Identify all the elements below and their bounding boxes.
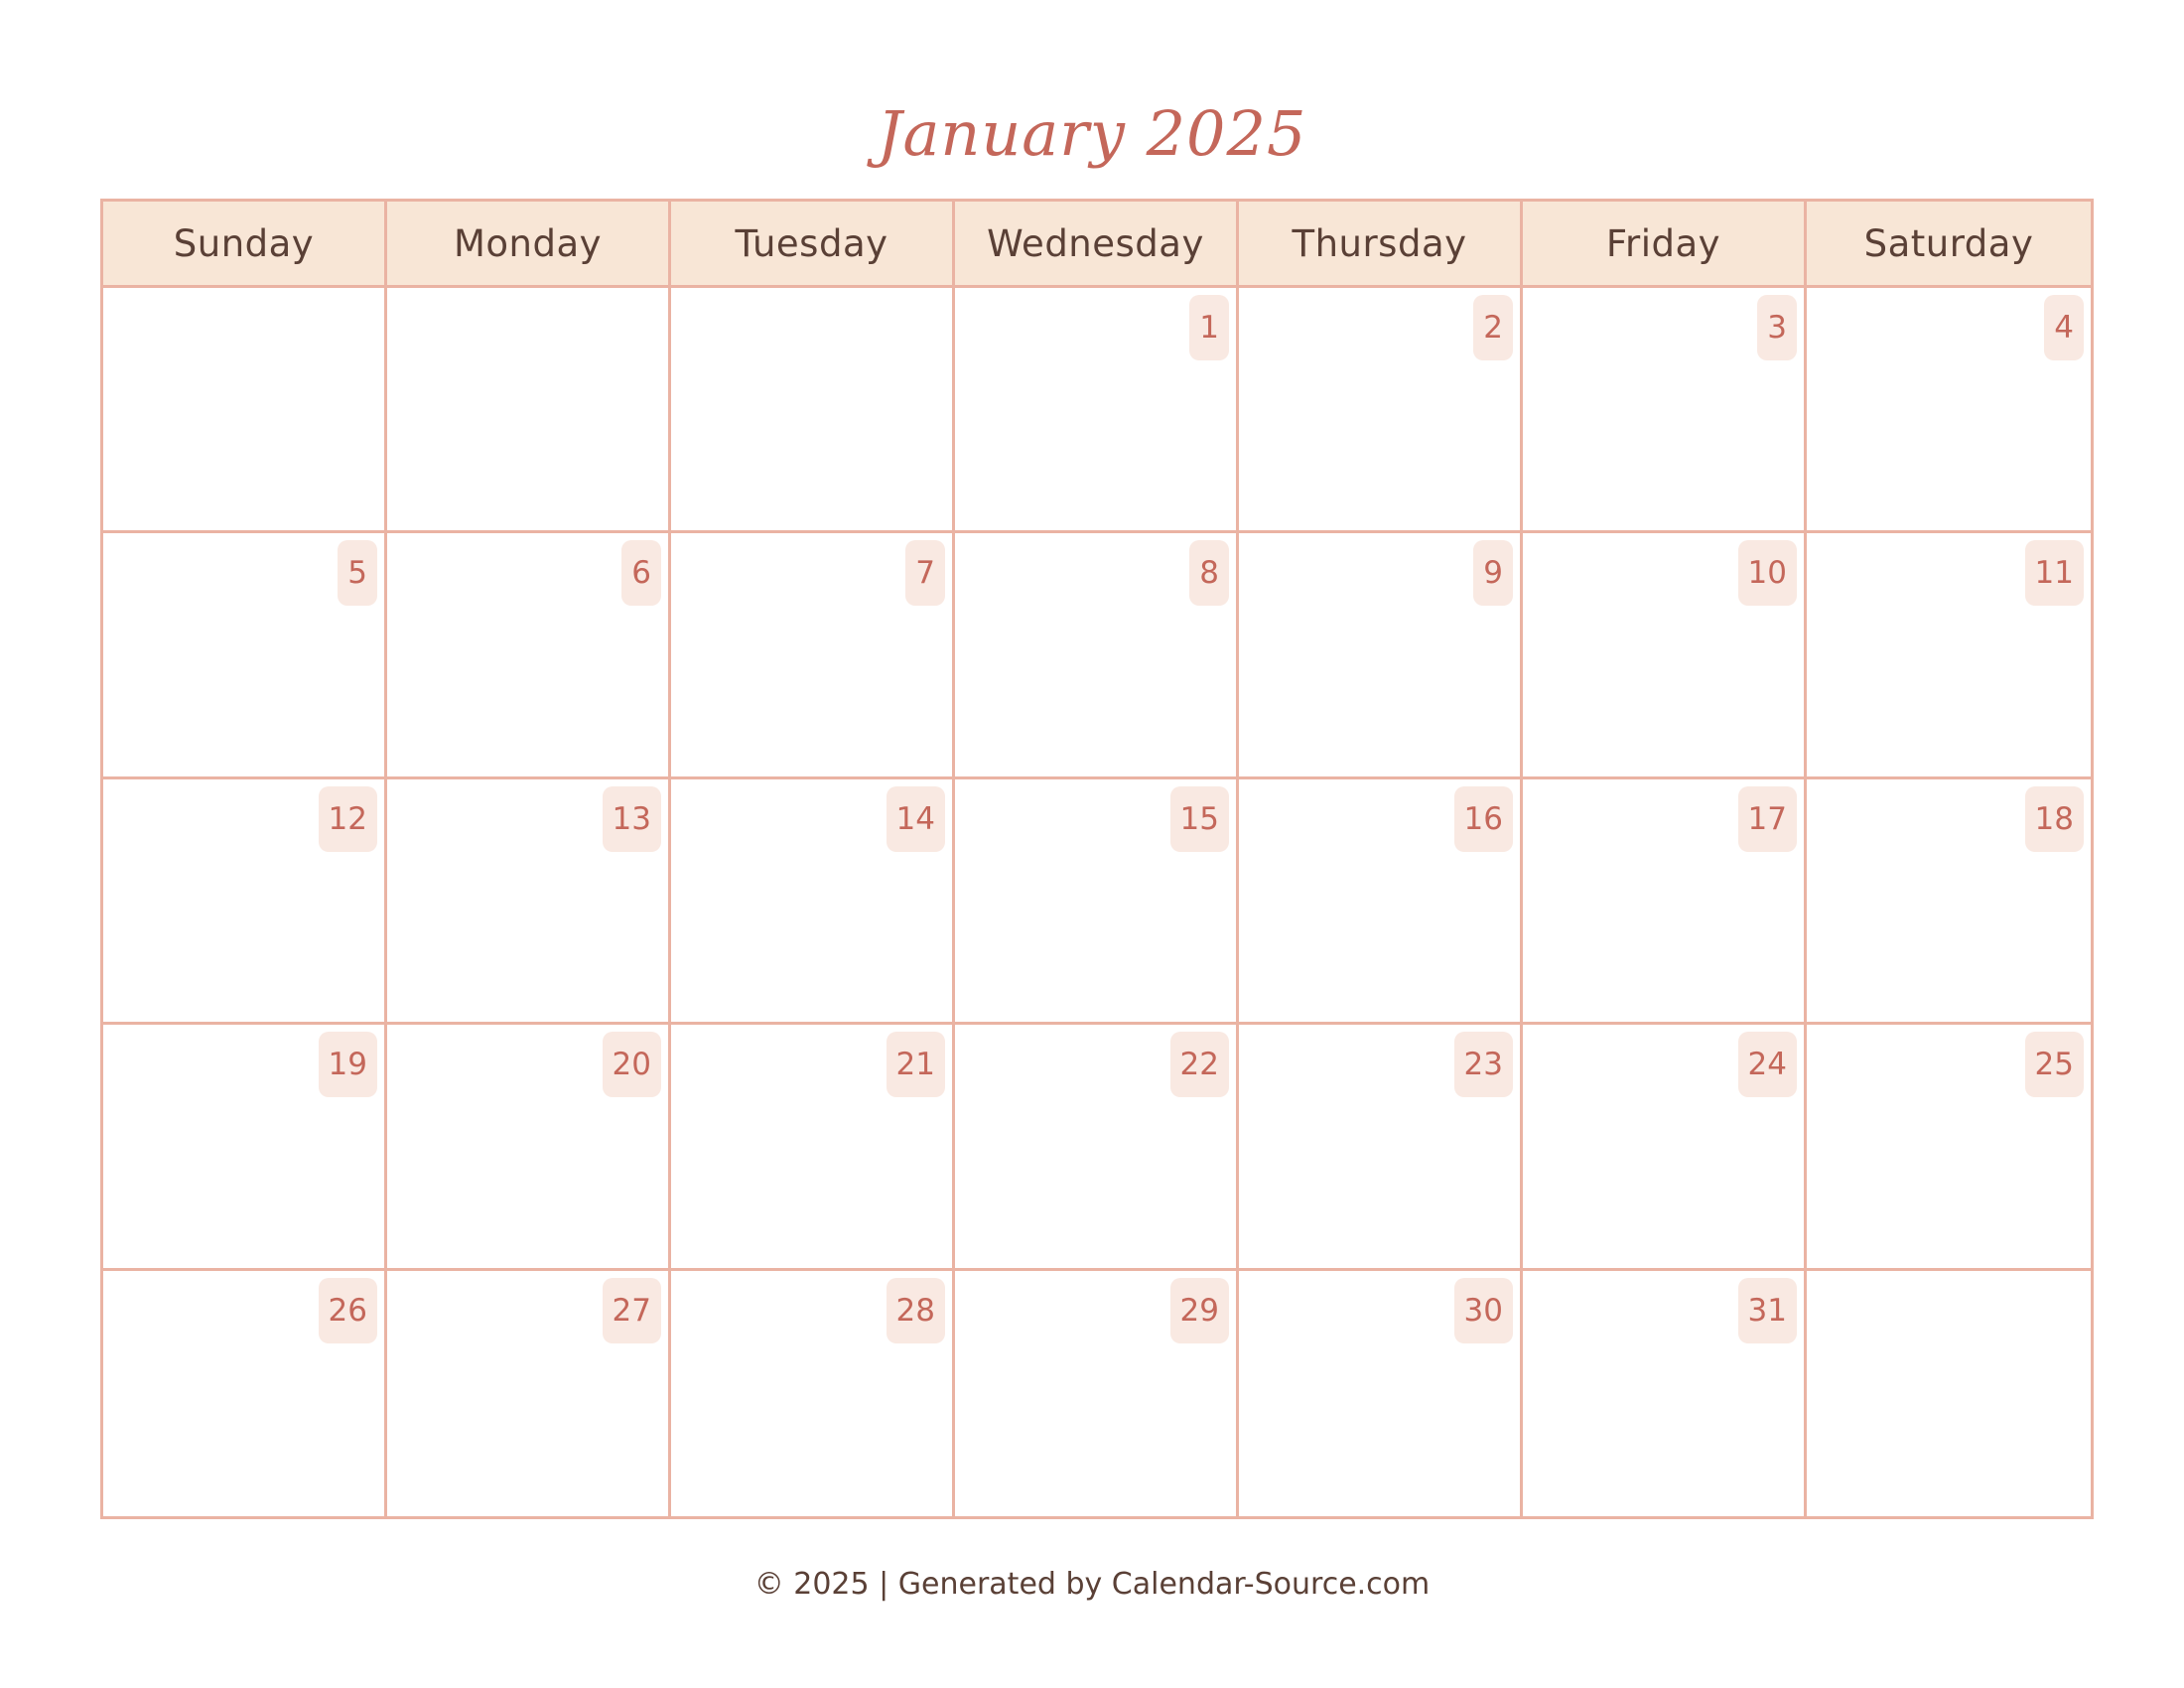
day-cell xyxy=(1523,1271,1807,1516)
day-cell xyxy=(1523,533,1807,778)
day-cell xyxy=(1239,288,1523,533)
calendar-grid xyxy=(100,199,2094,1519)
day-cell xyxy=(387,533,671,778)
weekday-header-saturday: Saturday xyxy=(1807,202,2091,288)
day-number: 26 xyxy=(319,1278,377,1343)
day-cell xyxy=(1807,779,2091,1025)
day-number: 27 xyxy=(603,1278,661,1343)
day-number: 10 xyxy=(1738,540,1797,606)
day-cell xyxy=(955,288,1239,533)
day-cell xyxy=(1239,533,1523,778)
day-cell xyxy=(671,533,955,778)
day-number: 3 xyxy=(1757,295,1797,360)
day-cell xyxy=(103,533,387,778)
day-cell xyxy=(671,1271,955,1516)
day-number: 30 xyxy=(1454,1278,1513,1343)
empty-day-cell xyxy=(387,288,671,533)
day-cell xyxy=(955,779,1239,1025)
day-number: 12 xyxy=(319,786,377,852)
calendar-title: January 2025 xyxy=(877,97,1307,170)
day-number: 16 xyxy=(1454,786,1513,852)
weekday-header-monday: Monday xyxy=(387,202,671,288)
day-cell xyxy=(1239,1271,1523,1516)
weekday-header-thursday: Thursday xyxy=(1239,202,1523,288)
day-cell xyxy=(103,1025,387,1270)
day-number: 8 xyxy=(1189,540,1229,606)
day-number: 7 xyxy=(905,540,945,606)
day-cell xyxy=(1523,1025,1807,1270)
day-cell xyxy=(1239,779,1523,1025)
day-number: 4 xyxy=(2044,295,2084,360)
day-number: 13 xyxy=(603,786,661,852)
day-number: 31 xyxy=(1738,1278,1797,1343)
day-number: 6 xyxy=(621,540,661,606)
day-cell xyxy=(1523,779,1807,1025)
day-cell xyxy=(955,533,1239,778)
day-number: 14 xyxy=(887,786,945,852)
day-number: 11 xyxy=(2025,540,2084,606)
day-number: 20 xyxy=(603,1032,661,1097)
weekday-header-friday: Friday xyxy=(1523,202,1807,288)
day-cell xyxy=(1807,533,2091,778)
day-cell xyxy=(671,1025,955,1270)
empty-day-cell xyxy=(1807,1271,2091,1516)
day-cell xyxy=(1239,1025,1523,1270)
weekday-header-wednesday: Wednesday xyxy=(955,202,1239,288)
empty-day-cell xyxy=(103,288,387,533)
day-number: 17 xyxy=(1738,786,1797,852)
day-number: 25 xyxy=(2025,1032,2084,1097)
day-number: 22 xyxy=(1170,1032,1229,1097)
day-cell xyxy=(671,779,955,1025)
day-cell xyxy=(1523,288,1807,533)
weekday-header-tuesday: Tuesday xyxy=(671,202,955,288)
day-cell xyxy=(955,1271,1239,1516)
day-number: 28 xyxy=(887,1278,945,1343)
day-cell xyxy=(103,1271,387,1516)
day-number: 24 xyxy=(1738,1032,1797,1097)
day-cell xyxy=(1807,288,2091,533)
day-number: 19 xyxy=(319,1032,377,1097)
day-number: 2 xyxy=(1473,295,1513,360)
day-number: 9 xyxy=(1473,540,1513,606)
empty-day-cell xyxy=(671,288,955,533)
day-cell xyxy=(387,1025,671,1270)
day-number: 15 xyxy=(1170,786,1229,852)
day-number: 29 xyxy=(1170,1278,1229,1343)
day-cell xyxy=(387,779,671,1025)
day-number: 23 xyxy=(1454,1032,1513,1097)
day-number: 1 xyxy=(1189,295,1229,360)
day-cell xyxy=(1807,1025,2091,1270)
footer-credit: © 2025 | Generated by Calendar-Source.com xyxy=(753,1567,1431,1602)
day-number: 18 xyxy=(2025,786,2084,852)
day-cell xyxy=(103,779,387,1025)
day-number: 5 xyxy=(338,540,377,606)
day-cell xyxy=(955,1025,1239,1270)
weekday-header-sunday: Sunday xyxy=(103,202,387,288)
day-number: 21 xyxy=(887,1032,945,1097)
day-cell xyxy=(387,1271,671,1516)
